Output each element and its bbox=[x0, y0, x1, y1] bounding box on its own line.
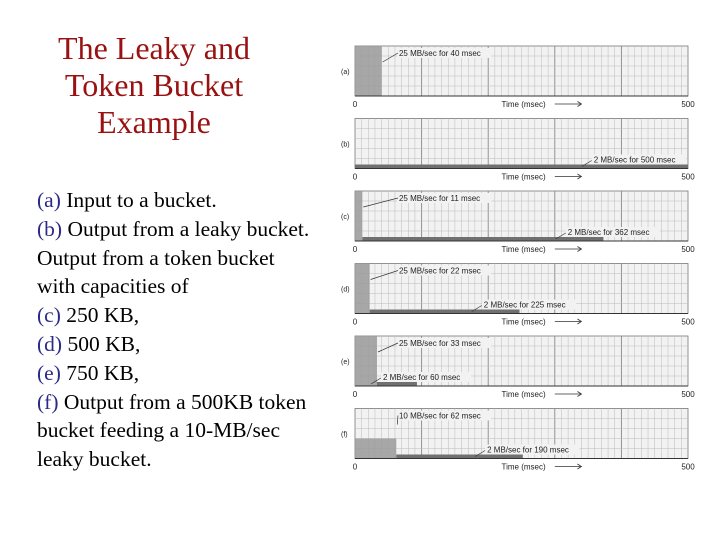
x-axis-label: Time (msec) bbox=[501, 462, 546, 472]
panel-label: (c) bbox=[341, 214, 350, 221]
caption-text bbox=[37, 186, 312, 474]
x-tick-max: 500 bbox=[681, 245, 695, 254]
x-axis-label: Time (msec) bbox=[501, 245, 546, 254]
rate-bar bbox=[355, 336, 377, 386]
rate-label-b: 2 MB/sec for 500 msec bbox=[593, 155, 676, 165]
caption-c: (c) 250 KB, bbox=[37, 303, 140, 328]
title-line-1: The Leaky and bbox=[58, 30, 250, 66]
rate-label-b: 2 MB/sec for 190 msec bbox=[487, 445, 569, 455]
x-tick-min: 0 bbox=[352, 462, 358, 472]
rate-label-b: 2 MB/sec for 362 msec bbox=[567, 228, 650, 237]
rate-bar bbox=[377, 382, 417, 386]
caption-e: (e) 750 KB, bbox=[37, 360, 140, 385]
x-tick-max: 500 bbox=[681, 462, 695, 472]
rate-bar bbox=[355, 191, 362, 241]
panel-label: (b) bbox=[341, 141, 350, 149]
bucket-figure bbox=[338, 40, 700, 476]
x-axis-label: Time (msec) bbox=[501, 100, 546, 109]
x-axis-label: Time (msec) bbox=[501, 172, 546, 182]
rate-bar bbox=[355, 264, 370, 314]
panel-label: (d) bbox=[341, 286, 350, 294]
x-tick-max: 500 bbox=[681, 172, 695, 182]
x-tick-max: 500 bbox=[681, 317, 695, 327]
x-tick-min: 0 bbox=[352, 172, 358, 182]
slide-title bbox=[20, 30, 288, 141]
rate-bar bbox=[355, 439, 396, 459]
caption-d: (d) 500 KB, bbox=[37, 331, 141, 356]
x-axis-label: Time (msec) bbox=[501, 390, 546, 399]
rate-bar bbox=[370, 310, 520, 314]
rate-bar bbox=[355, 165, 688, 169]
rate-bar bbox=[355, 46, 382, 96]
caption-b: (b) Output from a leaky bucket. bbox=[37, 216, 310, 241]
x-tick-min: 0 bbox=[352, 317, 358, 327]
x-tick-min: 0 bbox=[352, 245, 358, 254]
rate-label-a: 10 MB/sec for 62 msec bbox=[398, 411, 481, 421]
rate-bar bbox=[396, 455, 523, 459]
caption-intro: Output from a token bucket with capacities of bbox=[37, 245, 275, 299]
rate-label-a: 25 MB/sec for 22 msec bbox=[398, 266, 481, 276]
x-tick-max: 500 bbox=[681, 390, 695, 399]
x-tick-min: 0 bbox=[352, 100, 358, 109]
panel-label: (a) bbox=[341, 69, 350, 76]
x-axis-label: Time (msec) bbox=[501, 317, 546, 327]
rate-bar bbox=[362, 237, 603, 241]
rate-label-a: 25 MB/sec for 33 msec bbox=[398, 339, 481, 348]
rate-label-b: 2 MB/sec for 225 msec bbox=[483, 300, 566, 310]
rate-label-a: 25 MB/sec for 40 msec bbox=[398, 49, 481, 58]
x-tick-max: 500 bbox=[681, 100, 695, 109]
panel-label: (e) bbox=[341, 359, 350, 366]
title-line-2: Token Bucket bbox=[64, 67, 244, 104]
caption-f: (f) Output from a 500KB token bucket feeding a 10-MB/sec leaky bucket. bbox=[37, 389, 307, 472]
caption-a: (a) Input to a bucket. bbox=[37, 188, 217, 212]
rate-label-a: 25 MB/sec for 11 msec bbox=[398, 194, 481, 203]
rate-label-b: 2 MB/sec for 60 msec bbox=[382, 373, 461, 382]
x-tick-min: 0 bbox=[352, 390, 358, 399]
title-line-3: Example bbox=[97, 104, 211, 141]
panel-label: (f) bbox=[341, 431, 348, 439]
